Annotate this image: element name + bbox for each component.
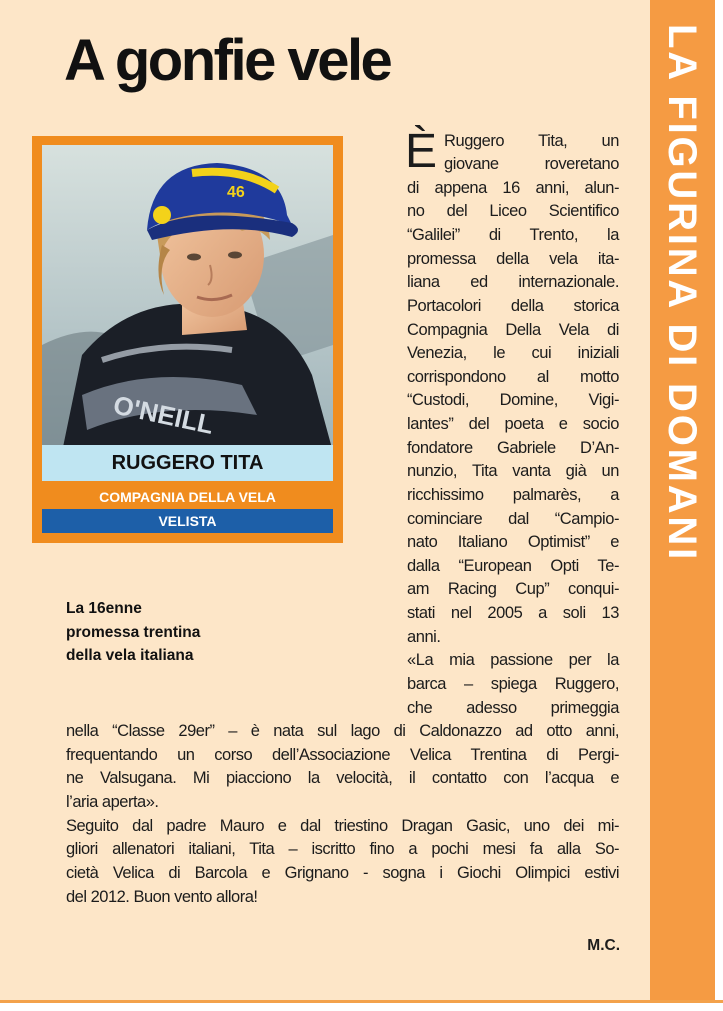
body-line: fondatore Gabriele D’An- bbox=[407, 439, 619, 457]
body-line: cominciare dal “Campio- bbox=[407, 510, 619, 528]
bottom-rule bbox=[0, 1000, 723, 1003]
body-line: Portacolori della storica bbox=[407, 297, 619, 315]
body-line: Venezia, le cui iniziali bbox=[407, 344, 619, 362]
body-line: del 2012. Buon vento allora! bbox=[66, 888, 258, 906]
caption-line: promessa trentina bbox=[66, 623, 201, 641]
caption-line: La 16enne bbox=[66, 600, 142, 617]
body-line: nunzio, Tita vanta già un bbox=[407, 462, 619, 480]
athlete-team: COMPAGNIA DELLA VELA bbox=[99, 489, 276, 505]
body-line: Ruggero Tita, un bbox=[444, 132, 619, 150]
body-line: dalla “European Opti Te- bbox=[407, 557, 619, 575]
body-line: “Custodi, Domine, Vigi- bbox=[407, 391, 619, 409]
body-line: ricchissimo palmarès, a bbox=[407, 486, 619, 504]
trading-card bbox=[32, 136, 343, 543]
body-line: promessa della vela ita- bbox=[407, 250, 619, 268]
body-line: gliori allenatori italiani, Tita – iscritto fino a pochi mesi fa alla So- bbox=[66, 840, 619, 858]
drop-cap: È bbox=[405, 125, 438, 178]
body-line: “Galilei” di Trento, la bbox=[407, 226, 619, 244]
body-line: liana ed internazionale. bbox=[407, 273, 619, 291]
athlete-name: RUGGERO TITA bbox=[111, 452, 264, 474]
section-title: LA FIGURINA DI DOMANI bbox=[660, 24, 704, 563]
body-line: nato Italiano Optimist” e bbox=[407, 533, 619, 551]
athlete-photo bbox=[42, 145, 333, 452]
caption-line: della vela italiana bbox=[66, 647, 194, 664]
body-line: stati nel 2005 a soli 13 bbox=[407, 604, 619, 622]
body-line: frequentando un corso dell’Associazione Velica Trentina di Pergi- bbox=[66, 746, 619, 764]
body-line: corrispondono al motto bbox=[407, 368, 619, 386]
body-line: anni. bbox=[407, 628, 441, 646]
body-line: Seguito dal padre Mauro e dal triestino Dragan Gasic, uno dei mi- bbox=[66, 817, 619, 835]
svg-text:O'NEILL: O'NEILL bbox=[110, 389, 217, 440]
body-line: nella “Classe 29er” – è nata sul lago di Caldonazzo ad otto anni, bbox=[66, 722, 619, 740]
body-line: am Racing Cup” conqui- bbox=[407, 580, 619, 598]
headline: A gonfie vele bbox=[64, 28, 391, 93]
body-line: di appena 16 anni, alun- bbox=[407, 179, 619, 197]
body-line: giovane roveretano bbox=[444, 155, 619, 173]
body-line: Compagnia Della Vela di bbox=[407, 321, 619, 339]
body-line: l’aria aperta». bbox=[66, 793, 159, 811]
athlete-photo-illustration bbox=[42, 145, 333, 452]
body-line: che adesso primeggia bbox=[407, 699, 619, 717]
body-line: lantes” del poeta e socio bbox=[407, 415, 619, 433]
body-line: barca – spiega Ruggero, bbox=[407, 675, 619, 693]
body-line: cietà Velica di Barcola e Grignano - sogna i Giochi Olimpici estivi bbox=[66, 864, 619, 882]
author-signature: M.C. bbox=[587, 937, 620, 954]
athlete-role: VELISTA bbox=[42, 509, 333, 533]
svg-text:46: 46 bbox=[227, 184, 245, 201]
body-line: no del Liceo Scientifico bbox=[407, 202, 619, 220]
body-line: ne Valsugana. Mi piacciono la velocità, il contatto con l’acqua e bbox=[66, 769, 619, 787]
body-line: «La mia passione per la bbox=[407, 651, 619, 669]
photo-caption bbox=[66, 597, 306, 668]
